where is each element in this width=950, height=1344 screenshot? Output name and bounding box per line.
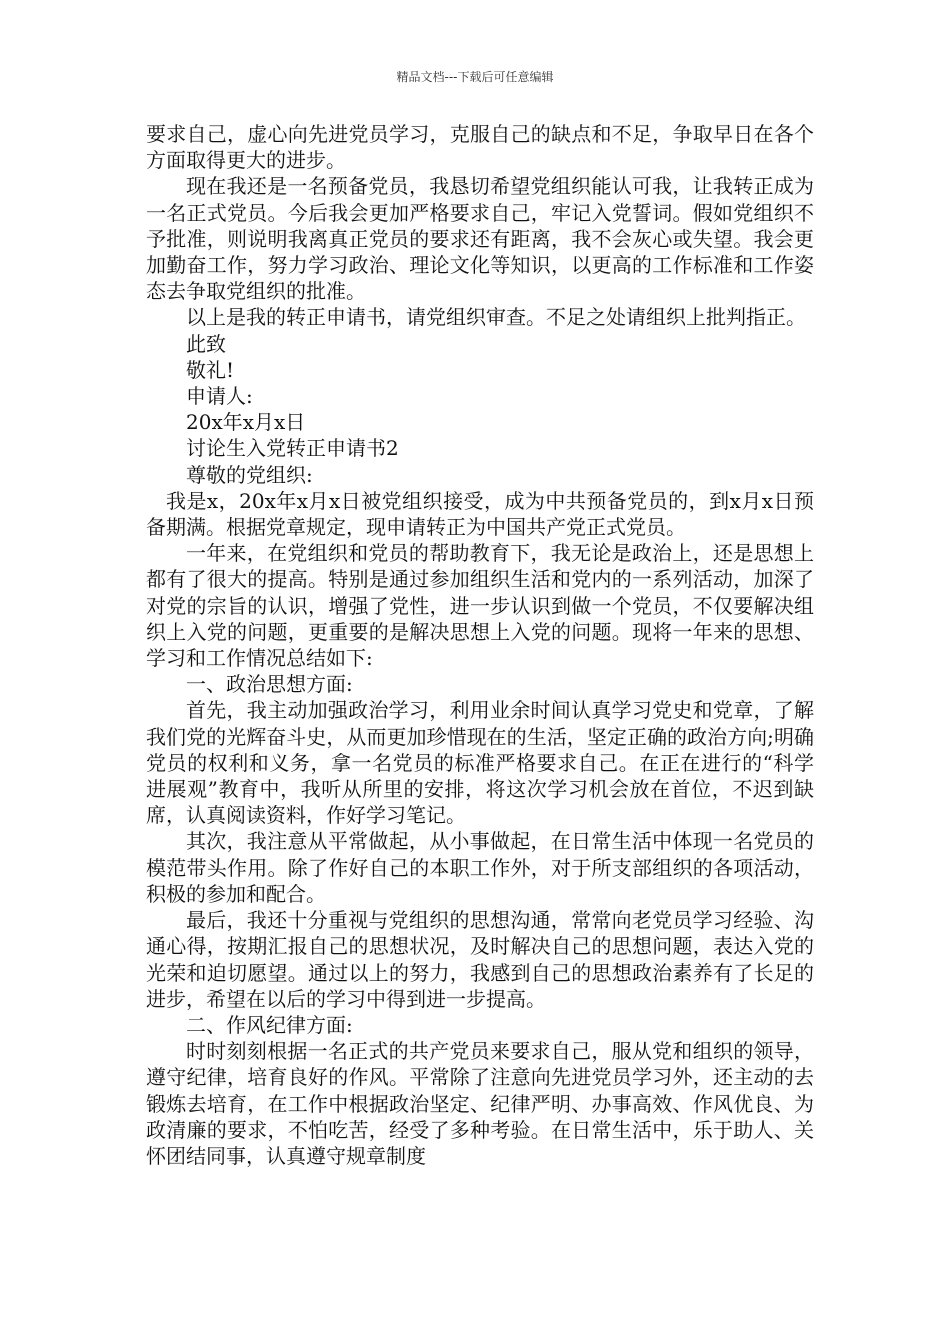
page-header: 精品文档---下载后可任意编辑: [396, 70, 554, 84]
applicant-label: 申请人:: [186, 384, 253, 409]
paragraph: 以上是我的转正申请书，请党组织审查。不足之处请组织上批判指正。: [186, 305, 806, 330]
paragraph: 我是x，20x年x月x日被党组织接受，成为中共预备党员的，到x月x日预备期满。根据党章规定，现申请转正为中国共产党正式党员。: [146, 488, 814, 540]
paragraph: 要求自己，虚心向先进党员学习，克服自己的缺点和不足，争取早日在各个方面取得更大的进步。: [146, 122, 814, 173]
document-body: [146, 121, 814, 1169]
paragraph: 首先，我主动加强政治学习，利用业余时间认真学习党史和党章，了解我们党的光辉奋斗史，从而更加珍惜现在的生活，坚定正确的政治方向;明确党员的权利和义务，拿一名党员的标准严格要求自己。在正在进行的“科学进展观”教育中，我听从所里的安排，将这次学习机会放在首位，不迟到缺席，认真阅读资料，作好学习笔记。: [146, 698, 814, 828]
paragraph: 现在我还是一名预备党员，我恳切希望党组织能认可我，让我转正成为一名正式党员。今后我会更加严格要求自己，牢记入党誓词。假如党组织不予批准，则说明我离真正党员的要求还有距离，我不会灰心或失望。我会更加勤奋工作，努力学习政治、理论文化等知识，以更高的工作标准和工作姿态去争取党组织的批准。: [146, 174, 814, 304]
paragraph: 时时刻刻根据一名正式的共产党员来要求自己，服从党和组织的领导，遵守纪律，培育良好的作风。平常除了注意向先进党员学习外，还主动的去锻炼去培育，在工作中根据政治坚定、纪律严明、办事高效、作风优良、为政清廉的要求，不怕吃苦，经受了多种考验。在日常生活中，乐于助人、关怀团结同事，认真遵守规章制度: [146, 1039, 814, 1168]
closing-salutation: 此致: [186, 331, 226, 356]
paragraph: 其次，我注意从平常做起，从小事做起，在日常生活中体现一名党员的模范带头作用。除了作好自己的本职工作外，对于所支部组织的各项活动，积极的参加和配合。: [146, 829, 814, 906]
greeting: 尊敬的党组织:: [186, 462, 313, 487]
date-line: 20x年x月x日: [186, 410, 306, 435]
paragraph: 一年来，在党组织和党员的帮助教育下，我无论是政治上，还是思想上都有了很大的提高。特别是通过参加组织生活和党内的一系列活动，加深了对党的宗旨的认识，增强了党性，进一步认识到做一个党员，不仅要解决组织上入党的问题，更重要的是解决思想上入党的问题。现将一年来的思想、学习和工作情况总结如下:: [146, 541, 814, 671]
paragraph: 最后，我还十分重视与党组织的思想沟通，常常向老党员学习经验、沟通心得，按期汇报自己的思想状况，及时解决自己的思想问题，表达入党的光荣和迫切愿望。通过以上的努力，我感到自己的思想政治素养有了长足的进步，希望在以后的学习中得到进一步提高。: [146, 908, 814, 1011]
subsection-heading: 二、作风纪律方面:: [186, 1012, 353, 1037]
subsection-heading: 一、政治思想方面:: [186, 672, 353, 697]
section-title: 讨论生入党转正申请书2: [186, 436, 399, 461]
closing-regards: 敬礼!: [186, 357, 235, 382]
